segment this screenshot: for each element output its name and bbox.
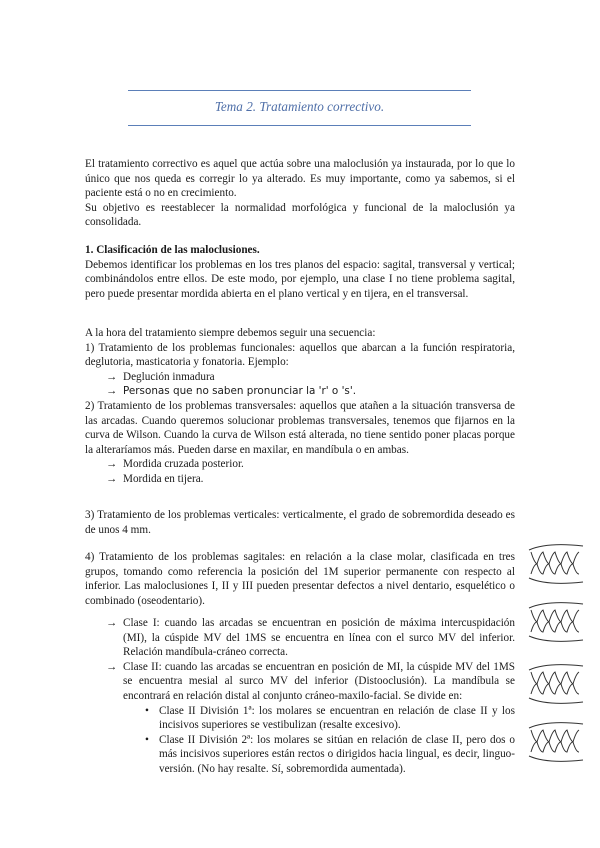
sequence-item-2: 2) Tratamiento de los problemas transversales: aquellos que atañen a la situación transversa de las arcadas. Cuando queremos solucionar problemas transversales, tenemos que fijarnos en la curva de Wilson. Cuando la curva de Wilson está alterada, no tiene sentido poner placas porque la alteraríamos más. Pueden darse en maxilar, en mandíbula o en ambas. bbox=[85, 399, 515, 456]
section-1-heading: 1. Clasificación de las maloclusiones. bbox=[85, 244, 260, 256]
bullet-icon: • bbox=[145, 733, 149, 746]
class-2-div-1: • Clase II División 1ª: los molares se encuentran en relación de clase II y los incisivos superiores se vestibulizan (resalte excesivo). bbox=[145, 704, 515, 732]
arrow-icon: → bbox=[106, 370, 118, 383]
sequence-item-3-block bbox=[85, 508, 515, 537]
teeth-illustration-4 bbox=[527, 718, 585, 766]
sequence-item-4: 4) Tratamiento de los problemas sagitales: en relación a la clase molar, clasificada en tres grupos, tomando como referencia la posición del 1M superior permanente con respecto al inferior. Las maloclusiones I, II y III pueden presentar defectos a nivel dentario, esquelético o combinado (oseodentario). bbox=[85, 551, 515, 607]
title-bottom-rule bbox=[128, 125, 471, 126]
teeth-illustration-2 bbox=[527, 598, 585, 646]
intro-paragraph-2: Su objetivo es reestablecer la normalidad morfológica y funcional de la maloclusión ya consolidada. bbox=[85, 201, 515, 229]
page-title: Tema 2. Tratamiento correctivo. bbox=[214, 99, 385, 114]
class-2-div-2: • Clase II División 2ª: los molares se sitúan en relación de clase II, pero dos o más incisivos superiores están rectos o dirigidos hacia lingual, es decir, linguo-versión. (No hay resalte. Sí, sobremordida aumentada). bbox=[145, 733, 515, 775]
sequence-block bbox=[85, 326, 515, 487]
class-1-item: → Clase I: cuando las arcadas se encuentran en posición de máxima intercuspidación (MI), la cúspide MV del 1MS se encuentra en línea con el surco MV del inferior. Relación mandíbula-cráneo correcta. bbox=[106, 617, 515, 659]
sequence-item-1-sub-2: → Personas que no saben pronunciar la 'r' o 's'. bbox=[106, 385, 357, 398]
intro-paragraph-1: El tratamiento correctivo es aquel que actúa sobre una maloclusión ya instaurada, por lo que lo único que nos queda es corregir lo ya alterado. Es muy importante, como ya sabemos, si el paciente está o no en crecimiento. bbox=[85, 158, 515, 200]
section-1 bbox=[85, 243, 515, 301]
sequence-item-1: 1) Tratamiento de los problemas funcionales: aquellos que abarcan a la función respiratoria, deglutoria, masticatoria y fonatoria. Ejemplo: bbox=[85, 341, 515, 369]
sequence-item-3: 3) Tratamiento de los problemas verticales: verticalmente, el grado de sobremordida deseado es de unos 4 mm. bbox=[85, 509, 515, 536]
arrow-icon: → bbox=[106, 617, 118, 629]
sequence-item-2-sub-2: → Mordida en tijera. bbox=[106, 472, 204, 485]
class-2-item: → Clase II: cuando las arcadas se encuentran en posición de MI, la cúspide MV del 1MS se encuentra mesial al surco MV del inferior (Distooclusión). La mandíbula se encontrará en relación distal al conjunto cráneo-maxilo-facial. Se divide en: bbox=[106, 660, 515, 702]
sequence-item-1-sub-1: → Deglución inmadura bbox=[106, 370, 215, 383]
classes-block bbox=[85, 616, 515, 777]
arrow-icon: → bbox=[106, 472, 118, 485]
intro-block bbox=[85, 157, 515, 230]
arrow-icon: → bbox=[106, 458, 118, 471]
section-1-body: Debemos identificar los problemas en los tres planos del espacio: sagital, transversal y vertical; combinándolos entre ellos. De este modo, por ejemplo, una clase I no tiene problema sagital, pero puede presentar mordida abierta en el plano vertical y en tijera, en el transversal. bbox=[85, 258, 515, 300]
sequence-intro: A la hora del tratamiento siempre debemos seguir una secuencia: bbox=[85, 327, 376, 339]
sequence-item-2-sub-1: → Mordida cruzada posterior. bbox=[106, 458, 244, 471]
teeth-illustration-1 bbox=[527, 540, 585, 588]
title-top-rule bbox=[128, 90, 471, 91]
bullet-icon: • bbox=[145, 704, 149, 717]
sequence-item-4-block bbox=[85, 550, 515, 608]
arrow-icon: → bbox=[106, 660, 118, 673]
teeth-illustration-3 bbox=[527, 660, 585, 708]
arrow-icon: → bbox=[106, 385, 118, 398]
